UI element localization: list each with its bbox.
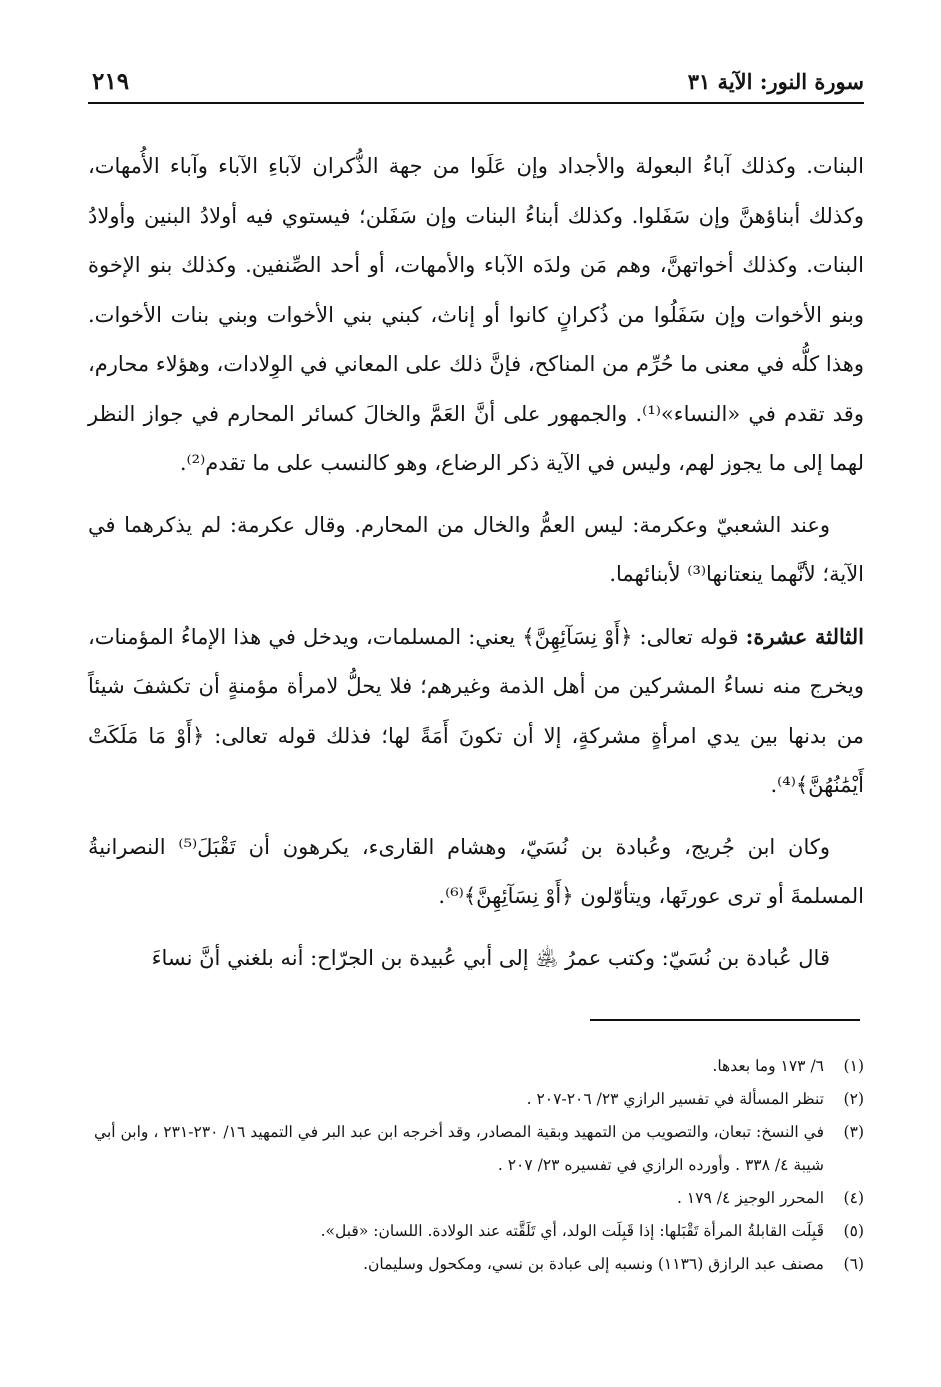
- footnote-6: [88, 1248, 864, 1281]
- footnote-5: [88, 1215, 864, 1248]
- paragraph-2: وعند الشعبيّ وعكرمة: ليس العمُّ والخال من المحارم. وقال عكرمة: لم يذكرهما في الآية؛ لأنَّهما ينعتانها⁽³⁾ لأبنائهما.: [88, 512, 864, 586]
- footnote-number: (٤): [843, 1189, 864, 1207]
- footnote-text: المحرر الوجيز ٤/ ١٧٩ .: [676, 1189, 824, 1207]
- paragraph-4: وكان ابن جُريج، وعُبادة بن نُسَيّ، وهشام القارىء، يكرهون أن تَقْبَلَ⁽⁵⁾ النصرانيةُ المسلمةَ أو ترى عورتَها، ويتأوّلون ﴿أَوْ نِسَآئِهِنَّ﴾⁽⁶⁾.: [88, 834, 864, 908]
- footnote-1: [88, 1050, 864, 1083]
- footnote-number: (٥): [843, 1222, 864, 1240]
- footnote-number: (٦): [843, 1255, 864, 1273]
- footnote-4: [88, 1182, 864, 1215]
- footnote-number: (١): [843, 1057, 864, 1075]
- footnote-3: [88, 1116, 864, 1182]
- section-intro: قوله تعالى: ﴿أَوْ نِسَآئِهِنَّ﴾: [515, 624, 746, 649]
- footnote-text: مصنف عبد الرازق (١١٣٦) ونسبه إلى عبادة بن نسي، ومكحول وسليمان.: [363, 1255, 824, 1273]
- footnote-text: قَبِلَت القابلةُ المرأة تَقْبَلها: إذا قَبِلَت الولد، أي تَلَقَّته عند الولادة. اللسان: «قبل».: [320, 1222, 824, 1240]
- footnote-text: تنظر المسألة في تفسير الرازي ٢٣/ ٢٠٦-٢٠٧ .: [526, 1090, 824, 1108]
- footnotes: [88, 1050, 864, 1281]
- section-heading: الثالثة عشرة:: [745, 623, 864, 649]
- footnote-separator: [590, 1019, 860, 1021]
- page-number: ٢١٩: [92, 68, 130, 95]
- section-body: يعني: المسلمات، ويدخل في هذا الإماءُ المؤمنات، ويخرج منه نساءُ المشركين من أهل الذمة وغيرهم؛ فلا يحلُّ لامرأة مؤمنةٍ أن تكشفَ شيئاً من بدنها بين يدي امرأةٍ مشركةٍ، إلا أن تكونَ أَمَةً لها؛ فذلك قوله تعالى: ﴿أَوْ مَا مَلَكَتْ أَيْمَٰنُهُنَّ﴾⁽⁴⁾.: [88, 624, 864, 797]
- footnote-number: (٣): [843, 1123, 864, 1141]
- footnote-2: [88, 1083, 864, 1116]
- running-header: [88, 64, 864, 104]
- paragraph-3: [88, 612, 864, 811]
- surah-verse-title: سورة النور: الآية ٣١: [687, 69, 864, 94]
- paragraph-1: البنات. وكذلك آباءُ البعولة والأجداد وإن عَلَوا من جهة الذُّكران لآباءِ الآباء وآباء الأُمهات، وكذلك أبناؤهنَّ وإن سَفَلوا. وكذلك أبناءُ البنات وإن سَفَلن؛ فيستوي فيه أولادُ البنين وأولادُ البنات. وكذلك أخواتهنَّ، وهم مَن ولدَه الآباء والأمهات، أو أحد الصِّنفين. وكذلك بنو الإخوة وبنو الأخوات وإن سَفَلُوا من ذُكرانٍ كانوا أو إناث، كبني بني الأخوات وبني بنات الأخوات. وهذا كلُّه في معنى ما حُرِّم من المناكح، فإنَّ ذلك على المعاني في الوِلادات، وهؤلاء محارم، وقد تقدم في «النساء»⁽¹⁾. والجمهور على أنَّ العَمَّ والخالَ كسائر المحارم في جواز النظر لهما إلى ما يجوز لهم، وليس في الآية ذكر الرضاع، وهو كالنسب على ما تقدم⁽²⁾.: [88, 154, 864, 475]
- paragraph-5: قال عُبادة بن نُسَيّ: وكتب عمرُ ﵁ إلى أبي عُبيدة بن الجرّاح: أنه بلغني أنَّ نساءَ: [151, 945, 830, 970]
- main-text: [88, 142, 864, 995]
- footnote-number: (٢): [843, 1090, 864, 1108]
- footnote-text: ٦/ ١٧٣ وما بعدها.: [712, 1057, 824, 1075]
- footnote-text: في النسخ: تبعان، والتصويب من التمهيد وبقية المصادر، وقد أخرجه ابن عبد البر في التمهيد ١٦/ ٢٣٠-٢٣١ ، وابن أبي شيبة ٤/ ٣٣٨ . وأورده الرازي في تفسيره ٢٣/ ٢٠٧ .: [94, 1123, 824, 1174]
